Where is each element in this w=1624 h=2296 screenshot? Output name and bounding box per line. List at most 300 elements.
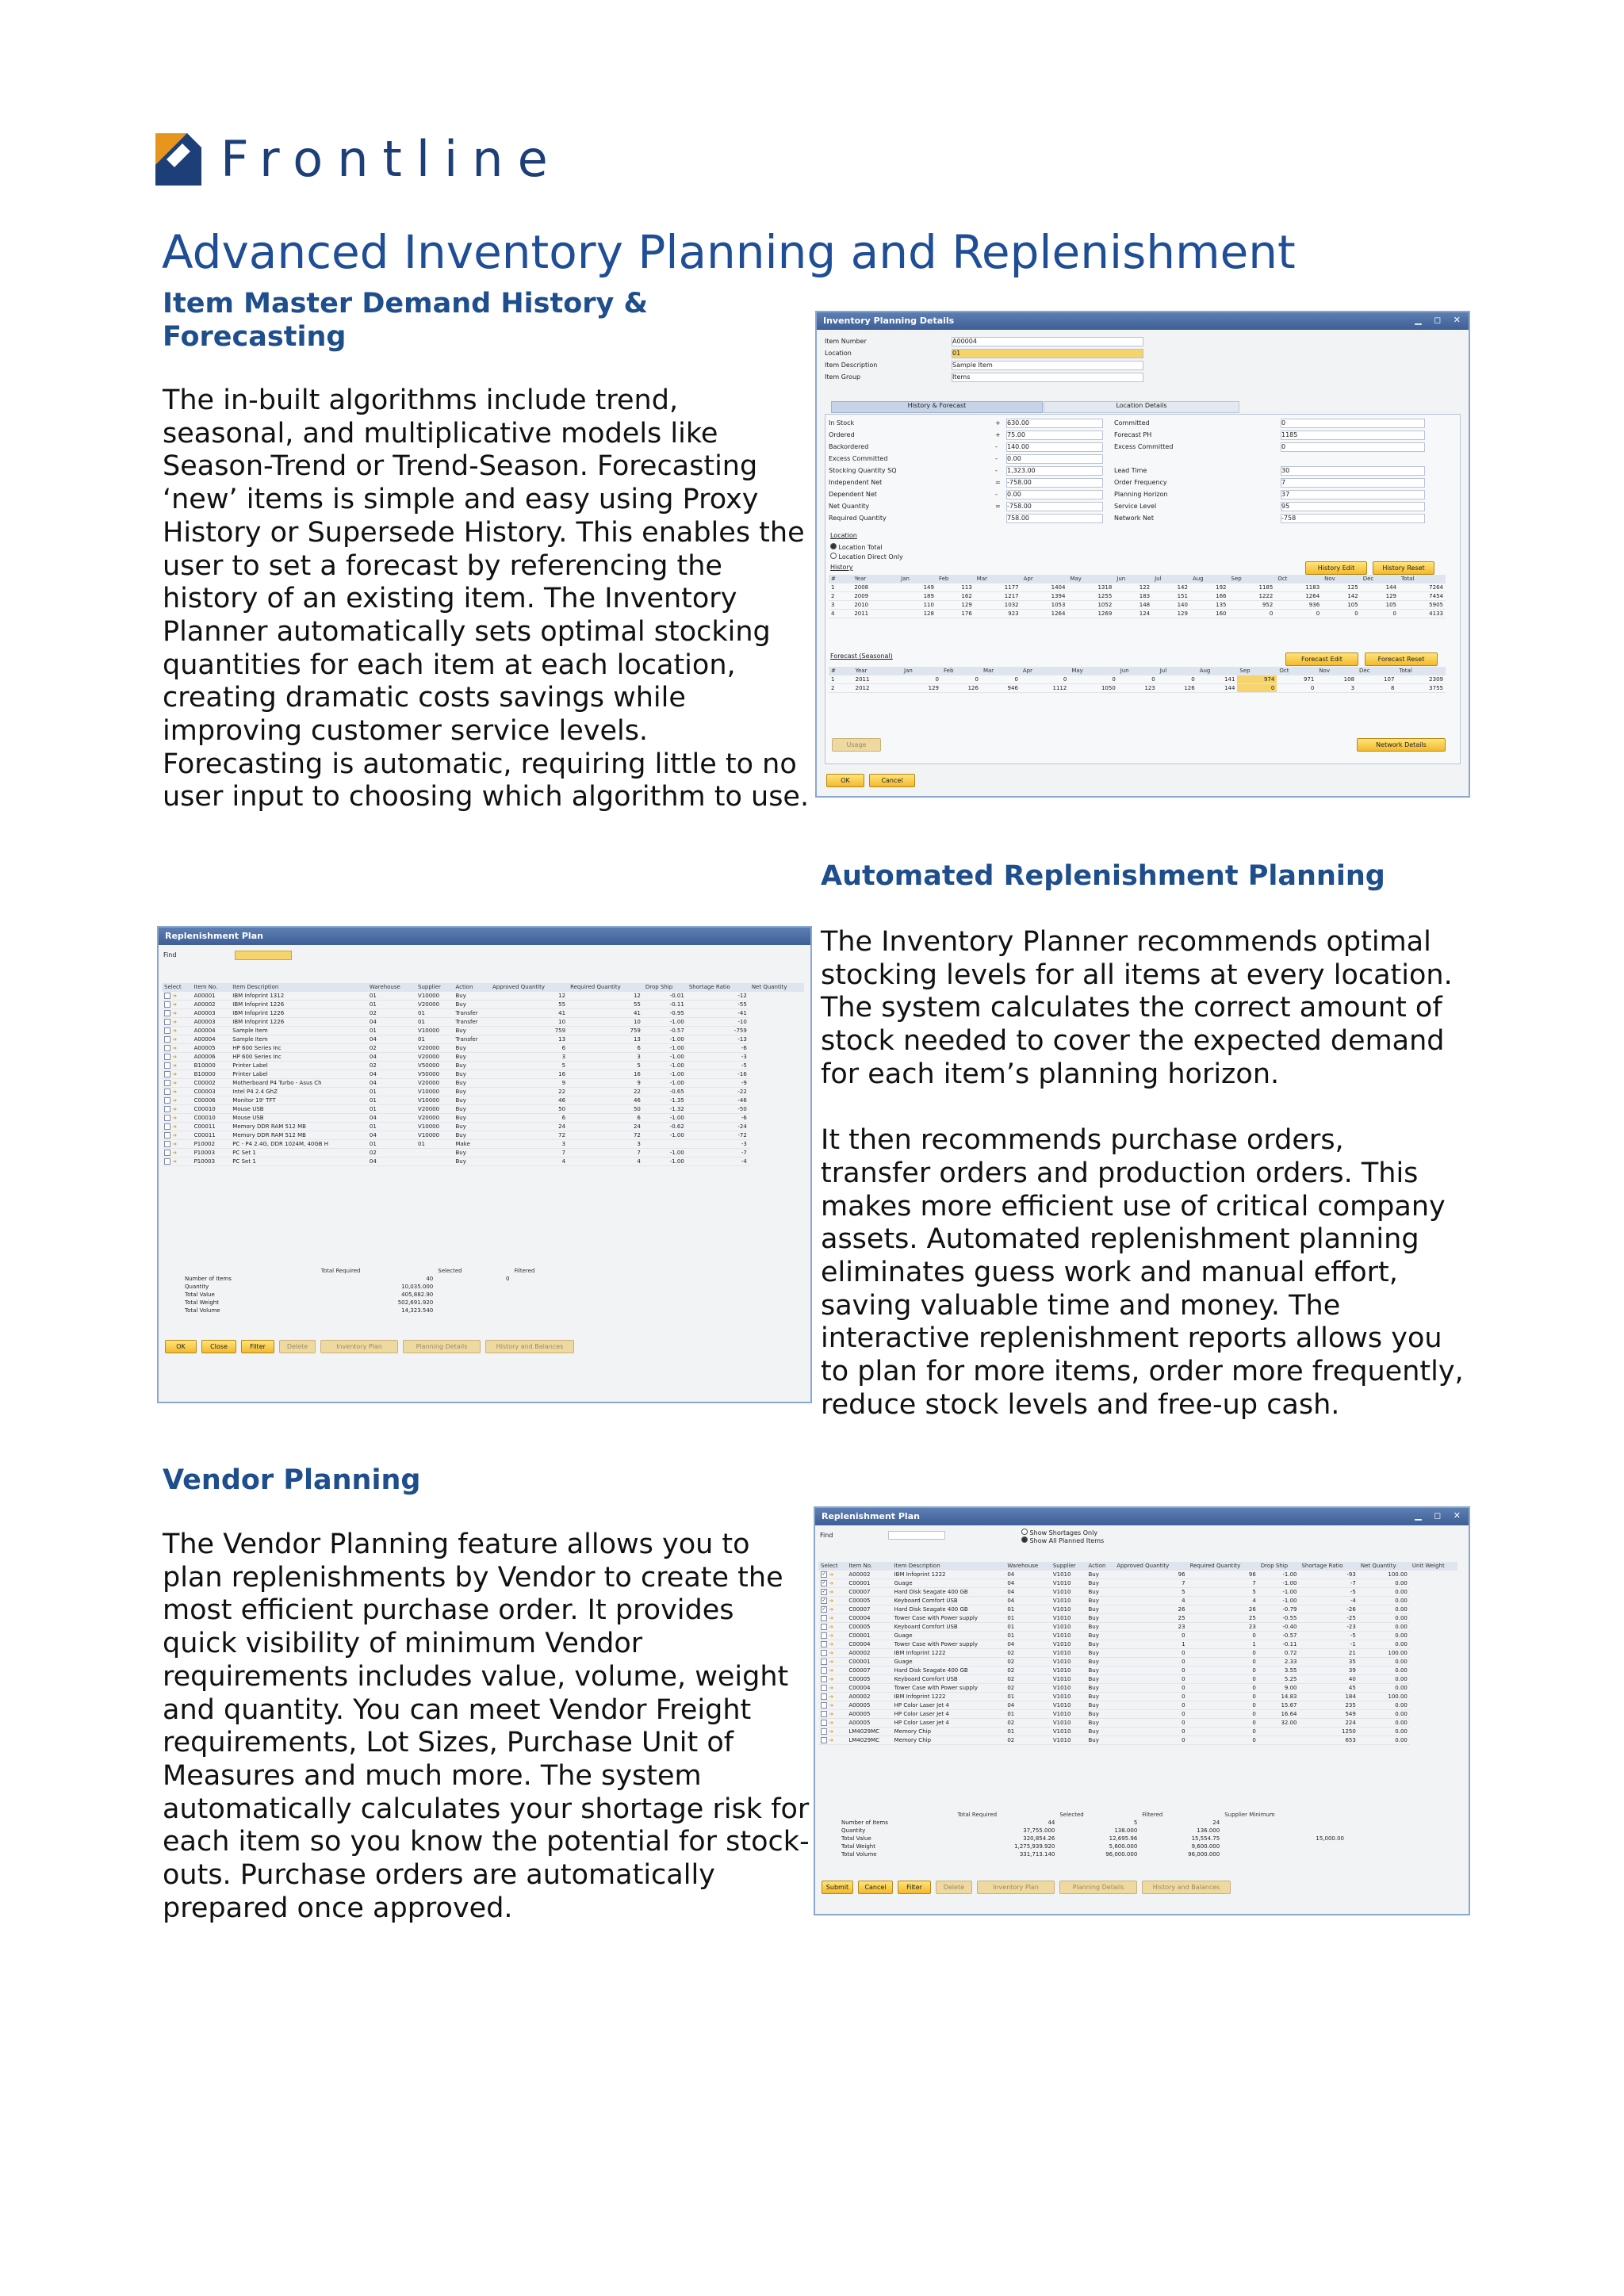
table-row[interactable]	[818, 1614, 1457, 1623]
table-row[interactable]	[818, 1667, 1457, 1675]
select-checkbox[interactable]	[164, 1036, 170, 1043]
link-arrow-icon[interactable]: ➜	[827, 1693, 834, 1700]
field-operator: -	[995, 443, 998, 450]
field-value[interactable]: 0.00	[1006, 454, 1103, 464]
forecast-edit-button[interactable]: Forecast Edit	[1285, 652, 1358, 666]
table-row[interactable]	[818, 1728, 1457, 1736]
select-cell[interactable]	[162, 1062, 192, 1070]
select-checkbox[interactable]	[164, 1106, 170, 1112]
link-arrow-icon[interactable]: ➜	[827, 1571, 834, 1578]
select-cell[interactable]	[162, 1158, 192, 1166]
ok-button[interactable]: OK	[165, 1340, 197, 1353]
select-cell[interactable]	[818, 1693, 846, 1701]
select-checkbox[interactable]	[164, 1132, 170, 1138]
replenishment-body-line: for each item’s planning horizon.	[821, 1058, 1280, 1090]
select-cell[interactable]	[162, 1053, 192, 1062]
table-cell: 144	[1361, 584, 1399, 592]
planning-details-button[interactable]: Planning Details	[403, 1340, 481, 1353]
column-header[interactable]: Select	[818, 1562, 846, 1571]
checked-checkbox[interactable]: ✓	[822, 1589, 826, 1594]
summary-cell: 14,323.540	[401, 1307, 434, 1314]
field-value[interactable]: 0.00	[1006, 490, 1103, 499]
table-row[interactable]	[829, 684, 1446, 693]
link-arrow-icon[interactable]: ➜	[170, 1045, 178, 1051]
field-value[interactable]: 75.00	[1006, 430, 1103, 440]
link-arrow-icon[interactable]: ➜	[827, 1624, 834, 1630]
select-cell[interactable]	[818, 1579, 846, 1588]
table-row[interactable]	[829, 601, 1446, 610]
link-arrow-icon[interactable]: ➜	[170, 1150, 178, 1156]
column-header[interactable]: Jan	[902, 667, 941, 675]
select-checkbox[interactable]	[164, 1071, 170, 1077]
link-arrow-icon[interactable]: ➜	[827, 1720, 834, 1726]
column-header[interactable]: Shortage Ratio	[1299, 1562, 1358, 1571]
table-row[interactable]	[162, 1131, 804, 1140]
table-row[interactable]	[162, 1105, 804, 1114]
link-arrow-icon[interactable]: ➜	[170, 1097, 178, 1104]
column-header[interactable]: Aug	[1190, 575, 1229, 584]
field-value[interactable]: 1,323.00	[1006, 466, 1103, 476]
link-arrow-icon[interactable]: ➜	[827, 1659, 834, 1665]
column-header[interactable]: Drop Ship	[643, 983, 687, 992]
column-header[interactable]: Nov	[1322, 575, 1361, 584]
link-arrow-icon[interactable]: ➜	[827, 1676, 834, 1682]
table-row[interactable]	[829, 610, 1446, 618]
table-row[interactable]	[162, 1140, 804, 1149]
column-header[interactable]: Dec	[1357, 667, 1396, 675]
link-arrow-icon[interactable]: ➜	[170, 1062, 178, 1069]
select-checkbox[interactable]	[164, 1062, 170, 1069]
field-input[interactable]: 01	[952, 349, 1143, 358]
table-row[interactable]	[818, 1579, 1457, 1588]
select-checkbox[interactable]	[821, 1676, 827, 1682]
table-row[interactable]	[818, 1701, 1457, 1710]
table-row[interactable]	[162, 1044, 804, 1053]
submit-button[interactable]: Submit	[822, 1881, 853, 1894]
select-cell[interactable]	[162, 1105, 192, 1114]
table-row[interactable]	[818, 1675, 1457, 1684]
field-value[interactable]: 1185	[1281, 430, 1425, 440]
column-header[interactable]: Aug	[1197, 667, 1238, 675]
find-input[interactable]	[888, 1531, 945, 1540]
link-arrow-icon[interactable]: ➜	[170, 1036, 178, 1043]
column-header[interactable]: Item Description	[230, 983, 367, 992]
vendor-body-line: prepared once approved.	[163, 1892, 513, 1924]
column-header[interactable]: Jul	[1152, 575, 1190, 584]
select-checkbox[interactable]	[164, 993, 170, 999]
location-total-radio[interactable]	[830, 543, 883, 552]
column-header[interactable]: Feb	[936, 575, 975, 584]
select-cell[interactable]	[818, 1675, 846, 1684]
field-label: Dependent Net	[829, 491, 877, 498]
window-controls-icon[interactable]: ▁ ◻ ✕	[1415, 1510, 1465, 1521]
table-row[interactable]	[162, 992, 804, 1001]
table-row[interactable]	[818, 1640, 1457, 1649]
select-checkbox[interactable]	[821, 1632, 827, 1639]
select-checkbox[interactable]	[164, 1001, 170, 1008]
table-cell: 1255	[1067, 592, 1114, 601]
column-header[interactable]: Mar	[981, 667, 1021, 675]
field-value[interactable]: 140.00	[1006, 442, 1103, 452]
link-arrow-icon[interactable]: ➜	[170, 1071, 178, 1077]
field-input[interactable]: Sample Item	[952, 361, 1143, 370]
column-header[interactable]: Total	[1399, 575, 1446, 584]
select-cell[interactable]	[818, 1571, 846, 1579]
table-cell: 01	[367, 1001, 416, 1009]
summary-cell: 40	[426, 1276, 434, 1282]
field-value[interactable]: -758.00	[1006, 502, 1103, 511]
select-cell[interactable]	[818, 1623, 846, 1632]
table-row[interactable]	[829, 584, 1446, 592]
column-header[interactable]: Jun	[1114, 575, 1152, 584]
column-header[interactable]: Oct	[1275, 575, 1322, 584]
table-cell: 125	[1322, 584, 1361, 592]
select-checkbox[interactable]	[164, 1027, 170, 1034]
table-row[interactable]	[162, 1070, 804, 1079]
link-arrow-icon[interactable]: ➜	[827, 1589, 834, 1595]
link-arrow-icon[interactable]: ➜	[827, 1685, 834, 1691]
checked-checkbox[interactable]: ✓	[822, 1598, 826, 1603]
table-row[interactable]	[818, 1693, 1457, 1701]
link-arrow-icon[interactable]: ➜	[827, 1632, 834, 1639]
select-cell[interactable]	[162, 1044, 192, 1053]
select-checkbox[interactable]	[821, 1693, 827, 1700]
table-row[interactable]	[829, 675, 1446, 684]
select-cell[interactable]	[818, 1632, 846, 1640]
column-header[interactable]: #	[829, 575, 852, 584]
table-row[interactable]	[818, 1623, 1457, 1632]
column-header[interactable]: Required Quantity	[568, 983, 643, 992]
link-arrow-icon[interactable]: ➜	[170, 1158, 178, 1165]
table-row[interactable]	[818, 1684, 1457, 1693]
column-header[interactable]: #	[829, 667, 853, 675]
table-row[interactable]	[818, 1658, 1457, 1667]
column-header[interactable]: Action	[453, 983, 490, 992]
history-edit-button[interactable]: History Edit	[1305, 561, 1367, 575]
tab-location-details[interactable]: Location Details	[1044, 401, 1239, 413]
select-cell[interactable]	[818, 1597, 846, 1605]
link-arrow-icon[interactable]: ➜	[170, 1019, 178, 1025]
table-row[interactable]	[818, 1649, 1457, 1658]
column-header[interactable]: Nov	[1316, 667, 1357, 675]
link-arrow-icon[interactable]: ➜	[827, 1702, 834, 1709]
link-arrow-icon[interactable]: ➜	[170, 1132, 178, 1138]
select-cell[interactable]	[162, 1009, 192, 1018]
ok-button[interactable]: OK	[826, 774, 864, 787]
window-controls-icon[interactable]: ▁ ◻ ✕	[1415, 315, 1465, 325]
checked-checkbox[interactable]: ✓	[822, 1571, 826, 1577]
link-arrow-icon[interactable]: ➜	[170, 1027, 178, 1034]
table-cell: V1010	[1051, 1667, 1086, 1675]
select-checkbox[interactable]	[164, 1019, 170, 1025]
cancel-button[interactable]: Cancel	[869, 774, 915, 787]
inventory-plan-button[interactable]: Inventory Plan	[977, 1881, 1055, 1894]
link-arrow-icon[interactable]: ➜	[170, 1106, 178, 1112]
select-checkbox[interactable]	[164, 1158, 170, 1165]
column-header[interactable]: Item No.	[846, 1562, 891, 1571]
link-arrow-icon[interactable]: ➜	[170, 1123, 178, 1130]
select-cell[interactable]	[818, 1710, 846, 1719]
link-arrow-icon[interactable]: ➜	[170, 993, 178, 999]
column-header[interactable]: Total	[1396, 667, 1446, 675]
table-row[interactable]	[818, 1736, 1457, 1745]
table-row[interactable]	[162, 1149, 804, 1158]
select-cell[interactable]	[818, 1605, 846, 1614]
select-cell[interactable]	[162, 1035, 192, 1044]
field-value[interactable]: 0	[1281, 442, 1425, 452]
column-header[interactable]: Supplier	[416, 983, 453, 992]
select-checkbox[interactable]	[164, 1089, 170, 1095]
table-row[interactable]	[818, 1571, 1457, 1579]
select-checkbox[interactable]	[164, 1054, 170, 1060]
select-checkbox[interactable]	[821, 1641, 827, 1647]
table-row[interactable]	[162, 1096, 804, 1105]
checked-checkbox[interactable]: ✓	[822, 1580, 826, 1586]
select-cell[interactable]	[162, 1001, 192, 1009]
table-row[interactable]	[818, 1710, 1457, 1719]
select-checkbox[interactable]	[164, 1141, 170, 1147]
column-header[interactable]: Year	[852, 575, 898, 584]
table-cell: HP Color Laser Jet 4	[892, 1710, 1005, 1719]
delete-button[interactable]: Delete	[936, 1881, 972, 1894]
field-value[interactable]: -758	[1281, 514, 1425, 523]
select-checkbox[interactable]	[821, 1720, 827, 1726]
select-checkbox[interactable]	[821, 1624, 827, 1630]
column-header[interactable]: Dec	[1361, 575, 1399, 584]
forecasting-body-line: quantities for each item at each location,	[163, 649, 736, 681]
link-arrow-icon[interactable]: ➜	[170, 1001, 178, 1008]
table-row[interactable]	[162, 1035, 804, 1044]
link-arrow-icon[interactable]: ➜	[827, 1580, 834, 1586]
usage-button[interactable]: Usage	[832, 738, 881, 752]
link-arrow-icon[interactable]: ➜	[827, 1598, 834, 1604]
column-header[interactable]: Approved Quantity	[490, 983, 568, 992]
select-cell[interactable]	[162, 1088, 192, 1096]
select-cell[interactable]	[162, 1079, 192, 1088]
table-row[interactable]	[162, 1123, 804, 1131]
column-header[interactable]: Item No.	[192, 983, 231, 992]
table-row[interactable]	[162, 1027, 804, 1035]
field-value[interactable]: 630.00	[1006, 419, 1103, 428]
forecasting-body-line: History or Supersede History. This enables the	[163, 516, 805, 549]
table-cell: 144	[1197, 684, 1238, 693]
link-arrow-icon[interactable]: ➜	[170, 1089, 178, 1095]
column-header[interactable]: Supplier	[1051, 1562, 1086, 1571]
filter-button[interactable]: Filter	[898, 1881, 931, 1894]
table-cell: 02	[367, 1044, 416, 1053]
table-row[interactable]	[818, 1597, 1457, 1605]
field-value[interactable]: 758.00	[1006, 514, 1103, 523]
link-arrow-icon[interactable]: ➜	[827, 1615, 834, 1621]
link-arrow-icon[interactable]: ➜	[170, 1141, 178, 1147]
stock-field-row	[829, 465, 1106, 476]
find-input[interactable]	[235, 951, 292, 960]
show-all-radio[interactable]	[1021, 1536, 1104, 1545]
select-cell[interactable]	[818, 1667, 846, 1675]
link-arrow-icon[interactable]: ➜	[827, 1728, 834, 1735]
select-cell[interactable]	[162, 992, 192, 1001]
location-direct-radio[interactable]	[830, 553, 903, 561]
select-checkbox[interactable]	[821, 1667, 827, 1674]
table-row[interactable]	[162, 1053, 804, 1062]
column-header[interactable]: Unit Weight	[1410, 1562, 1457, 1571]
table-cell: 04	[1005, 1640, 1051, 1649]
table-row[interactable]	[818, 1632, 1457, 1640]
table-row[interactable]	[162, 1088, 804, 1096]
table-row[interactable]	[162, 1018, 804, 1027]
column-header[interactable]: Oct	[1277, 667, 1316, 675]
column-header[interactable]: Action	[1086, 1562, 1114, 1571]
select-cell[interactable]	[818, 1701, 846, 1710]
select-checkbox[interactable]	[164, 1115, 170, 1121]
column-header[interactable]: Feb	[941, 667, 981, 675]
table-cell: 23	[1188, 1623, 1258, 1632]
column-header[interactable]: Sep	[1229, 575, 1276, 584]
table-row[interactable]	[162, 1158, 804, 1166]
link-arrow-icon[interactable]: ➜	[170, 1080, 178, 1086]
filter-button[interactable]: Filter	[241, 1340, 274, 1353]
link-arrow-icon[interactable]: ➜	[170, 1054, 178, 1060]
table-row[interactable]	[162, 1009, 804, 1018]
field-value[interactable]: -758.00	[1006, 478, 1103, 488]
field-value[interactable]: 7	[1281, 478, 1425, 488]
close-button[interactable]: Close	[201, 1340, 236, 1353]
select-cell[interactable]	[818, 1649, 846, 1658]
field-input[interactable]: A00004	[952, 337, 1143, 346]
table-row[interactable]	[829, 592, 1446, 601]
column-header[interactable]: Jul	[1158, 667, 1197, 675]
checked-checkbox[interactable]: ✓	[822, 1606, 826, 1612]
select-checkbox[interactable]	[821, 1728, 827, 1735]
column-header[interactable]: Jan	[898, 575, 936, 584]
table-row[interactable]	[162, 1114, 804, 1123]
column-header[interactable]: Drop Ship	[1258, 1562, 1300, 1571]
select-checkbox[interactable]	[164, 1045, 170, 1051]
table-cell: 01	[367, 1027, 416, 1035]
select-cell[interactable]	[162, 1140, 192, 1149]
column-header[interactable]: Warehouse	[1005, 1562, 1051, 1571]
column-header[interactable]: Net Quantity	[1358, 1562, 1410, 1571]
select-checkbox[interactable]	[164, 1010, 170, 1016]
column-header[interactable]: May	[1067, 575, 1114, 584]
select-cell[interactable]	[818, 1588, 846, 1597]
table-row[interactable]	[818, 1605, 1457, 1614]
cancel-button[interactable]: Cancel	[858, 1881, 893, 1894]
link-arrow-icon[interactable]: ➜	[827, 1667, 834, 1674]
link-arrow-icon[interactable]: ➜	[827, 1711, 834, 1717]
field-label: Stocking Quantity SQ	[829, 467, 897, 474]
forecast-grid	[829, 667, 1446, 693]
column-header[interactable]: Jun	[1118, 667, 1158, 675]
table-row[interactable]	[162, 1062, 804, 1070]
select-cell[interactable]	[818, 1684, 846, 1693]
history-reset-button[interactable]: History Reset	[1373, 561, 1434, 575]
column-header[interactable]: Warehouse	[367, 983, 416, 992]
table-cell: V1010	[1051, 1579, 1086, 1588]
select-checkbox[interactable]	[821, 1685, 827, 1691]
column-header[interactable]: Apr	[1021, 667, 1069, 675]
field-input[interactable]: Items	[952, 373, 1143, 382]
select-checkbox[interactable]	[164, 1080, 170, 1086]
column-header[interactable]: Net Quantity	[749, 983, 804, 992]
select-checkbox[interactable]	[821, 1711, 827, 1717]
select-checkbox[interactable]	[164, 1097, 170, 1104]
link-arrow-icon[interactable]: ➜	[170, 1115, 178, 1121]
planning-details-button[interactable]: Planning Details	[1059, 1881, 1137, 1894]
link-arrow-icon[interactable]: ➜	[827, 1737, 834, 1743]
link-arrow-icon[interactable]: ➜	[170, 1010, 178, 1016]
select-cell[interactable]	[162, 1123, 192, 1131]
history-and-balances-button[interactable]: History and Balances	[1142, 1881, 1231, 1894]
column-header[interactable]: Select	[162, 983, 192, 992]
select-cell[interactable]	[818, 1658, 846, 1667]
table-row[interactable]	[818, 1719, 1457, 1728]
select-cell[interactable]	[818, 1728, 846, 1736]
link-arrow-icon[interactable]: ➜	[827, 1650, 834, 1656]
select-cell[interactable]	[162, 1096, 192, 1105]
history-and-balances-button[interactable]: History and Balances	[485, 1340, 574, 1353]
table-cell: V1010	[1051, 1649, 1086, 1658]
column-header[interactable]: May	[1069, 667, 1117, 675]
column-header[interactable]: Mar	[975, 575, 1021, 584]
select-checkbox[interactable]	[821, 1702, 827, 1709]
network-details-button[interactable]: Network Details	[1357, 738, 1446, 752]
select-cell[interactable]	[162, 1070, 192, 1079]
select-cell[interactable]	[162, 1149, 192, 1158]
select-cell[interactable]	[162, 1018, 192, 1027]
column-header[interactable]: Apr	[1021, 575, 1068, 584]
select-cell[interactable]	[818, 1614, 846, 1623]
column-header[interactable]: Year	[853, 667, 902, 675]
field-value[interactable]: 0	[1281, 419, 1425, 428]
select-cell[interactable]	[818, 1736, 846, 1745]
field-value[interactable]: 95	[1281, 502, 1425, 511]
select-checkbox[interactable]	[821, 1650, 827, 1656]
column-header[interactable]: Sep	[1237, 667, 1277, 675]
link-arrow-icon[interactable]: ➜	[827, 1606, 834, 1613]
field-value[interactable]: 37	[1281, 490, 1425, 499]
select-checkbox[interactable]	[821, 1659, 827, 1665]
select-checkbox[interactable]	[164, 1150, 170, 1156]
select-cell[interactable]	[162, 1131, 192, 1140]
column-header[interactable]: Approved Quantity	[1114, 1562, 1187, 1571]
table-cell: V1010	[1051, 1728, 1086, 1736]
select-checkbox[interactable]	[821, 1615, 827, 1621]
forecast-reset-button[interactable]: Forecast Reset	[1365, 652, 1438, 666]
column-header[interactable]: Item Description	[892, 1562, 1005, 1571]
tab-history-forecast[interactable]: History & Forecast	[831, 401, 1043, 413]
select-cell[interactable]	[162, 1114, 192, 1123]
delete-button[interactable]: Delete	[279, 1340, 316, 1353]
table-row[interactable]	[162, 1079, 804, 1088]
field-label: Order Frequency	[1114, 479, 1167, 486]
table-cell: Buy	[1086, 1684, 1114, 1693]
select-checkbox[interactable]	[821, 1737, 827, 1743]
inventory-plan-button[interactable]: Inventory Plan	[320, 1340, 398, 1353]
table-row[interactable]	[818, 1588, 1457, 1597]
column-header[interactable]: Shortage Ratio	[687, 983, 749, 992]
field-value[interactable]: 30	[1281, 466, 1425, 476]
select-cell[interactable]	[818, 1719, 846, 1728]
table-cell: 936	[1275, 601, 1322, 610]
select-cell[interactable]	[162, 1027, 192, 1035]
column-header[interactable]: Required Quantity	[1188, 1562, 1258, 1571]
table-cell: 01	[416, 1035, 453, 1044]
link-arrow-icon[interactable]: ➜	[827, 1641, 834, 1647]
select-cell[interactable]	[818, 1640, 846, 1649]
select-checkbox[interactable]	[164, 1123, 170, 1130]
table-row[interactable]	[162, 1001, 804, 1009]
